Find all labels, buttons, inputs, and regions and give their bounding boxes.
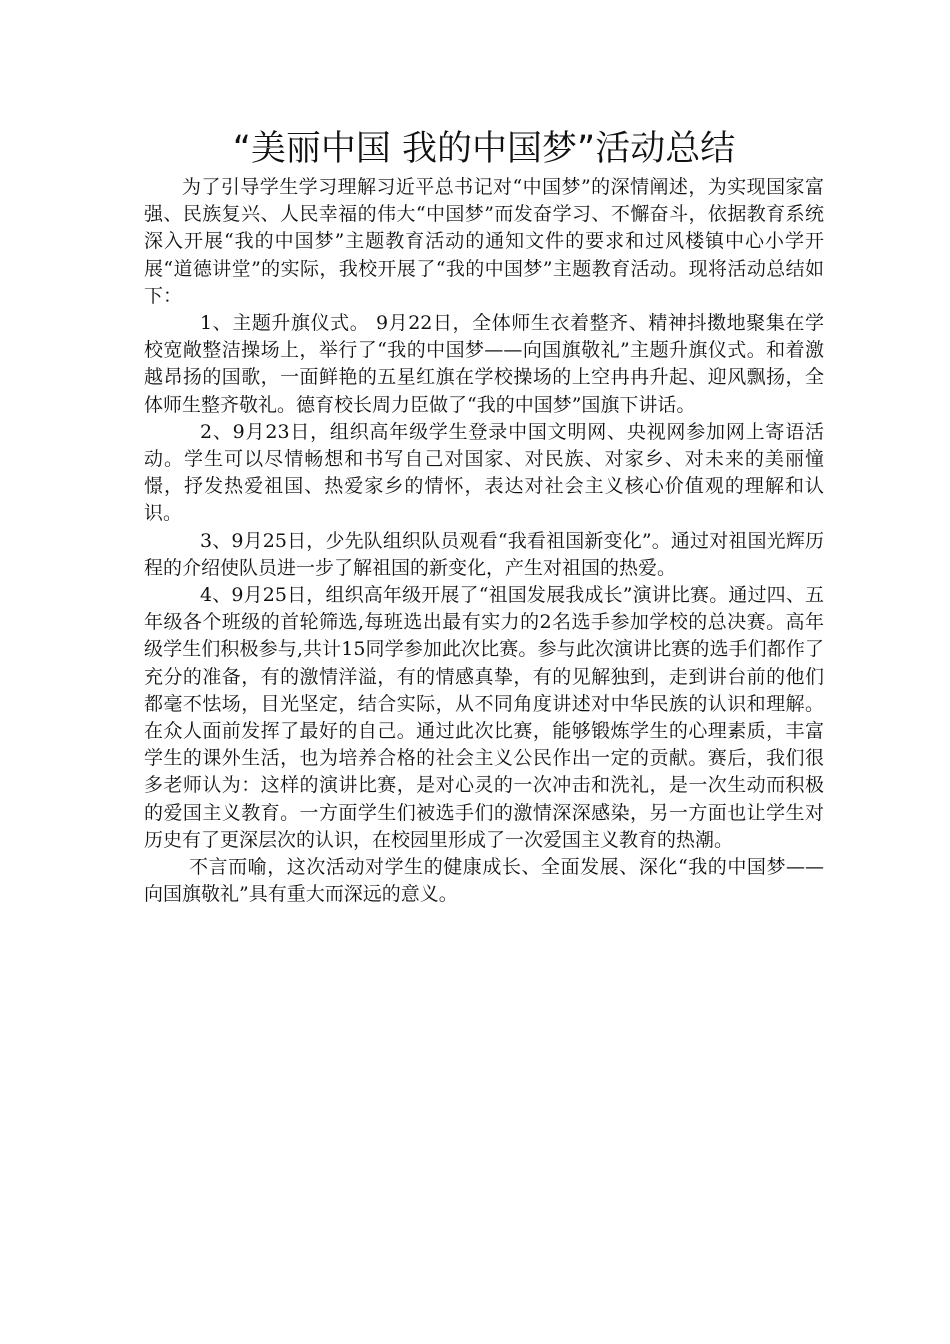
paragraph-intro: 为了引导学生学习理解习近平总书记对“中国梦”的深情阐述，为实现国家富强、民族复兴、人民幸福的伟大“中国梦”而发奋学习、不懈奋斗，依据教育系统深入开展“我的中国梦”主题教育活动的通知文件的要求和过风楼镇中心小学开展“道德讲堂”的实际，我校开展了“我的中国梦”主题教育活动。现将活动总结如下： (144, 176, 824, 307)
paragraph-item-2: 2、9月23日，组织高年级学生登录中国文明网、央视网参加网上寄语活动。学生可以尽情畅想和书写自己对国家、对民族、对家乡、对未来的美丽憧憬，抒发热爱祖国、热爱家乡的情怀，表达对社会主义核心价值观的理解和认识。 (144, 420, 824, 525)
paragraph-item-3: 3、9月25日，少先队组织队员观看“我看祖国新变化”。通过对祖国光辉历程的介绍使队员进一步了解祖国的新变化，产生对祖国的热爱。 (144, 529, 824, 579)
document-body (144, 174, 824, 908)
document-title: “美丽中国 我的中国梦”活动总结 (232, 129, 736, 169)
paragraph-item-4: 4、9月25日，组织高年级开展了“祖国发展我成长”演讲比赛。通过四、五年级各个班级的首轮筛选,每班选出最有实力的2名选手参加学校的总决赛。高年级学生们积极参与,共计15同学参加此次比赛。参与此次演讲比赛的选手们都作了充分的准备，有的激情洋溢，有的情感真挚，有的见解独到，走到讲台前的他们都毫不怯场，目光坚定，结合实际，从不同角度讲述对中华民族的认识和理解。在众人面前发挥了最好的自己。通过此次比赛，能够锻炼学生的心理素质，丰富学生的课外生活，也为培养合格的社会主义公民作出一定的贡献。赛后，我们很多老师认为：这样的演讲比赛，是对心灵的一次冲击和洗礼，是一次生动而积极的爱国主义教育。一方面学生们被选手们的激情深深感染，另一方面也让学生对历史有了更深层次的认识，在校园里形成了一次爱国主义教育的热潮。 (144, 584, 824, 851)
paragraph-conclusion: 不言而喻，这次活动对学生的健康成长、全面发展、深化“我的中国梦——向国旗敬礼”具有重大而深远的意义。 (144, 856, 824, 906)
paragraph-item-1: 1、主题升旗仪式。 9月22日，全体师生衣着整齐、精神抖擞地聚集在学校宽敞整洁操场上，举行了“我的中国梦——向国旗敬礼”主题升旗仪式。和着激越昂扬的国歌，一面鲜艳的五星红旗在学校操场的上空冉冉升起、迎风飘扬，全体师生整齐敬礼。德育校长周力臣做了“我的中国梦”国旗下讲话。 (144, 312, 824, 416)
